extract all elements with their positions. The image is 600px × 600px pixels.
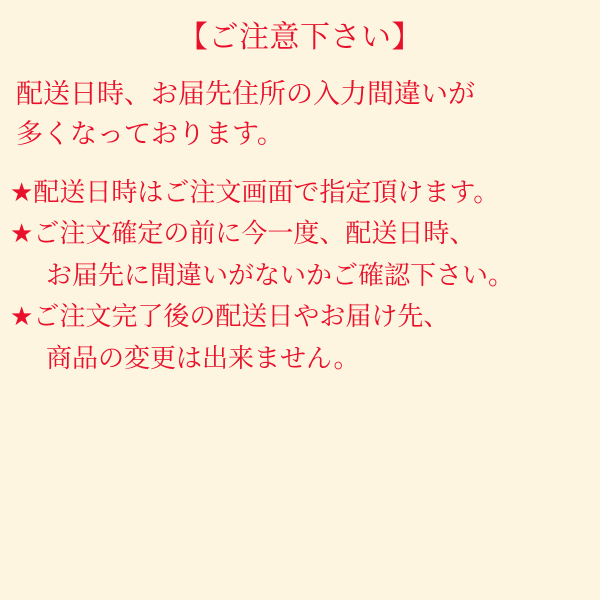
bullet-continuation: お届先に間違いがないかご確認下さい。: [46, 260, 515, 291]
bullet-text: ご注文完了後の配送日やお届け先、: [33, 302, 450, 333]
notice-lead-line-2: 多くなっております。: [16, 119, 284, 150]
bullet-text: 配送日時はご注文画面で指定頂けます。: [33, 177, 500, 208]
bullet-text: ご注文確定の前に今一度、配送日時、: [33, 219, 476, 250]
notice-bullet-list: [10, 174, 590, 380]
notice-lead: [16, 75, 590, 156]
list-item: [10, 298, 590, 338]
notice-lead-line-1: 配送日時、お届先住所の入力間違いが: [16, 78, 475, 110]
notice-title: 【ご注意下さい】: [178, 20, 422, 55]
list-item: [10, 174, 590, 214]
star-icon: ★: [10, 219, 34, 250]
list-item: [10, 215, 590, 255]
star-icon: ★: [10, 177, 34, 208]
bullet-continuation: 商品の変更は出来ません。: [46, 343, 360, 374]
star-icon: ★: [10, 302, 34, 333]
